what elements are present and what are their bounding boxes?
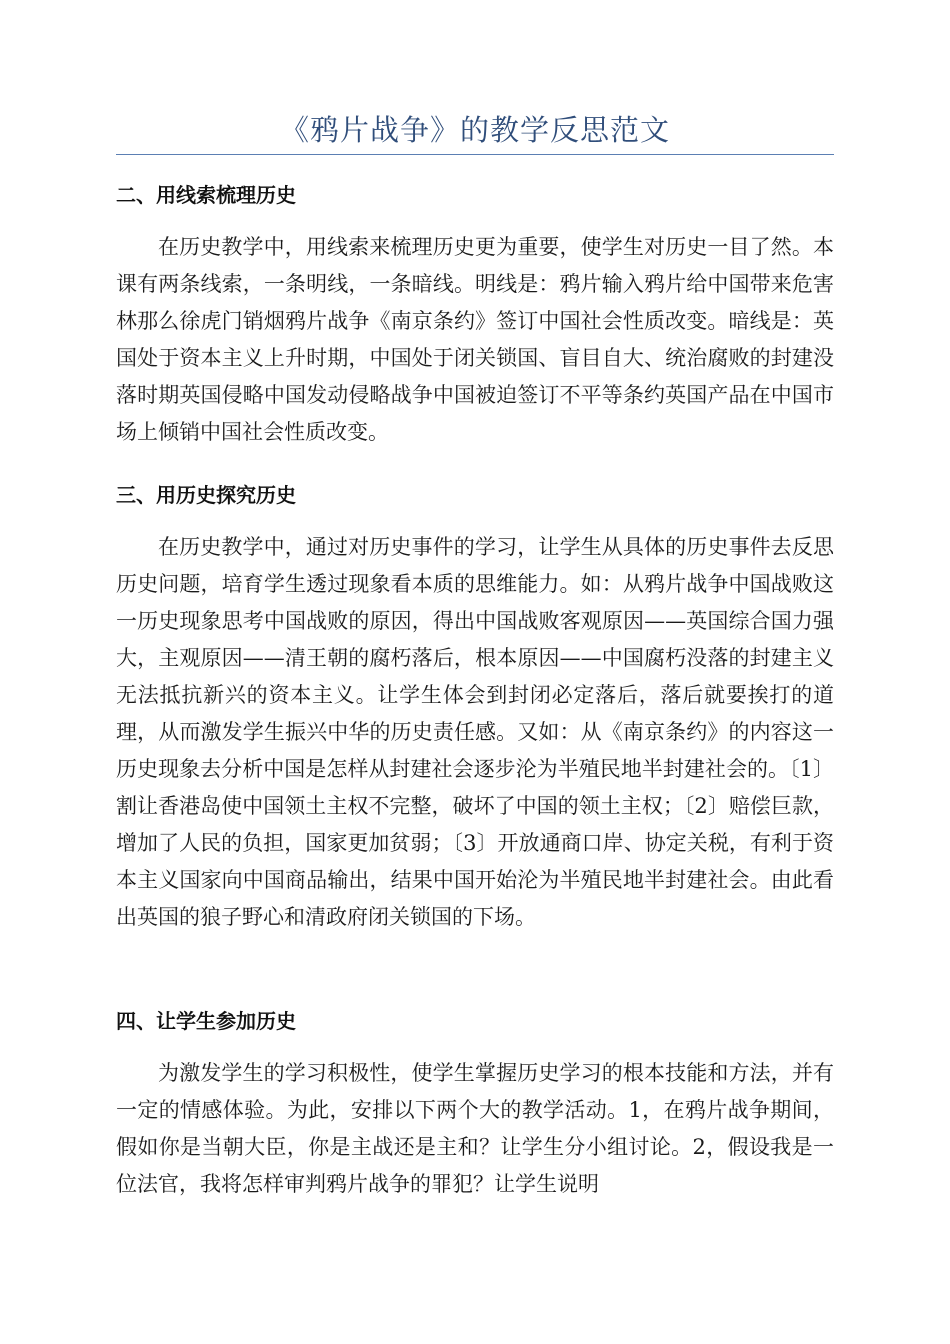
title-underline	[116, 154, 834, 155]
section-heading-2: 二、用线索梳理历史	[116, 183, 296, 207]
section-body-3: 在历史教学中，通过对历史事件的学习，让学生从具体的历史事件去反思历史问题，培育学生透过现象看本质的思维能力。如：从鸦片战争中国战败这一历史现象思考中国战败的原因，得出中国战败客观原因——英国综合国力强大，主观原因——清王朝的腐朽落后，根本原因——中国腐朽没落的封建主义无法抵抗新兴的资本主义。让学生体会到封闭必定落后，落后就要挨打的道理，从而激发学生振兴中华的历史责任感。又如：从《南京条约》的内容这一历史现象去分析中国是怎样从封建社会逐步沦为半殖民地半封建社会的。〔1〕割让香港岛使中国领土主权不完整，破坏了中国的领土主权；〔2〕赔偿巨款，增加了人民的负担，国家更加贫弱；〔3〕开放通商口岸、协定关税，有利于资本主义国家向中国商品输出，结果中国开始沦为半殖民地半封建社会。由此看出英国的狼子野心和清政府闭关锁国的下场。	[116, 535, 834, 929]
page-title: 《鸦片战争》的教学反思范文	[279, 113, 670, 147]
section-heading-4: 四、让学生参加历史	[116, 1009, 296, 1033]
section-heading-3: 三、用历史探究历史	[116, 483, 296, 507]
section-body-4: 为激发学生的学习积极性，使学生掌握历史学习的根本技能和方法，并有一定的情感体验。为此，安排以下两个大的教学活动。1，在鸦片战争期间，假如你是当朝大臣，你是主战还是主和？让学生分小组讨论。2，假设我是一位法官，我将怎样审判鸦片战争的罪犯？让学生说明	[116, 1061, 834, 1196]
section-body-2: 在历史教学中，用线索来梳理历史更为重要，使学生对历史一目了然。本课有两条线索，一条明线，一条暗线。明线是：鸦片输入鸦片给中国带来危害林那么徐虎门销烟鸦片战争《南京条约》签订中国社会性质改变。暗线是：英国处于资本主义上升时期，中国处于闭关锁国、盲目自大、统治腐败的封建没落时期英国侵略中国发动侵略战争中国被迫签订不平等条约英国产品在中国市场上倾销中国社会性质改变。	[116, 235, 834, 444]
